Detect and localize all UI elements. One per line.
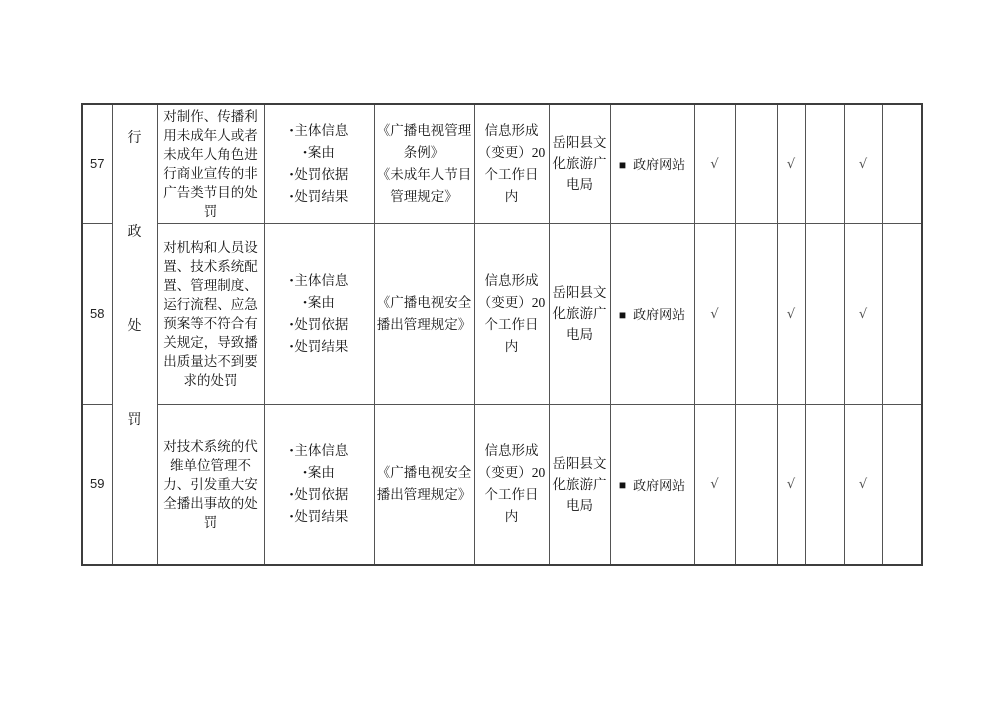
check-cell [777, 404, 805, 565]
public-item [265, 270, 374, 292]
check-cell [844, 223, 882, 404]
bullet-icon: • [289, 274, 294, 287]
category-vertical-label [113, 105, 157, 429]
time-limit-line: （变更）20 [477, 144, 546, 160]
check-cell [694, 404, 735, 565]
category-cell [112, 104, 157, 565]
agency-cell [549, 104, 610, 223]
category-char: 政 [127, 225, 142, 240]
checkmark: √ [710, 156, 719, 172]
check-cell [735, 104, 777, 223]
legal-basis: 《广播电视管理条例》 [376, 122, 472, 160]
time-limit-line: （变更）20 [477, 294, 546, 310]
public-items-cell [264, 104, 374, 223]
public-item-label: 处罚依据 [294, 316, 349, 332]
time-limit-line: 个工作日 [484, 166, 539, 182]
bullet-icon: • [289, 445, 294, 458]
channel-cell [610, 404, 694, 565]
legal-basis: 《广播电视安全播出管理规定》 [376, 294, 472, 332]
matter-text: 对制作、传播利用未成年人或者未成年人角色进行商业宣传的非广告类节目的处罚 [163, 108, 258, 219]
public-item-label: 处罚依据 [294, 487, 349, 503]
public-item [265, 336, 374, 358]
time-limit-line: （变更）20 [477, 465, 546, 481]
agency-line: 电局 [566, 327, 593, 342]
agency-line: 岳阳县文 [552, 455, 607, 471]
time-limit-line: 个工作日 [484, 487, 539, 503]
agency-line: 化旅游广 [552, 476, 607, 492]
bullet-icon: • [289, 168, 294, 181]
table-row [82, 404, 922, 565]
time-limit-line: 内 [504, 338, 519, 354]
table-row [82, 104, 922, 223]
public-items-cell [264, 223, 374, 404]
filled-square-icon: ■ [618, 307, 627, 322]
public-item [265, 186, 374, 208]
table-row [82, 223, 922, 404]
checkmark: √ [786, 156, 796, 172]
public-item [265, 314, 374, 336]
channel-label: 政府网站 [633, 307, 686, 322]
agency-line: 岳阳县文 [552, 135, 607, 151]
checkmark: √ [710, 477, 719, 493]
bullet-icon: • [289, 489, 294, 502]
row-number-cell [82, 404, 112, 565]
agency-line: 电局 [566, 177, 593, 193]
check-cell [805, 104, 844, 223]
time-limit-line: 信息形成 [484, 272, 539, 288]
check-cell [735, 223, 777, 404]
checkmark: √ [858, 306, 868, 322]
channel-cell [610, 104, 694, 223]
public-item-label: 主体信息 [294, 443, 349, 459]
channel-label: 政府网站 [633, 477, 686, 493]
matter-cell [157, 104, 264, 223]
check-cell [844, 104, 882, 223]
check-cell [777, 104, 805, 223]
filled-square-icon: ■ [618, 157, 627, 172]
checkmark: √ [710, 306, 719, 322]
public-item [265, 506, 374, 528]
filled-square-icon: ■ [618, 478, 627, 493]
legal-basis-cell [374, 104, 474, 223]
time-limit-line: 内 [504, 509, 519, 525]
public-item [265, 164, 374, 186]
category-char: 行 [127, 131, 142, 146]
public-item-label: 主体信息 [294, 272, 349, 288]
legal-basis-cell [374, 223, 474, 404]
agency-line: 化旅游广 [552, 306, 607, 321]
agency-cell [549, 223, 610, 404]
time-limit-cell [474, 104, 549, 223]
check-cell [777, 223, 805, 404]
public-item-label: 案由 [307, 465, 335, 481]
check-cell [882, 404, 922, 565]
time-limit-cell [474, 404, 549, 565]
public-item-label: 处罚结果 [294, 509, 349, 525]
category-char: 罚 [127, 413, 142, 428]
public-item [265, 462, 374, 484]
time-limit-line: 信息形成 [484, 122, 539, 138]
check-cell [694, 223, 735, 404]
category-char: 处 [127, 319, 142, 334]
bullet-icon: • [289, 340, 294, 353]
legal-basis: 《广播电视安全播出管理规定》 [376, 465, 472, 503]
check-cell [882, 223, 922, 404]
bullet-icon: • [303, 146, 307, 159]
agency-cell [549, 404, 610, 565]
public-item-label: 主体信息 [294, 122, 349, 138]
check-cell [694, 104, 735, 223]
public-item [265, 292, 374, 314]
agency-line: 电局 [566, 497, 593, 513]
time-limit-cell [474, 223, 549, 404]
row-number: 57 [90, 155, 105, 171]
checkmark: √ [858, 156, 868, 172]
bullet-icon: • [289, 190, 294, 203]
legal-basis: 《未成年人节目管理规定》 [376, 166, 472, 204]
penalty-disclosure-table [81, 103, 923, 566]
channel-cell [610, 223, 694, 404]
check-cell [844, 404, 882, 565]
public-item [265, 440, 374, 462]
public-item-label: 处罚依据 [294, 166, 349, 182]
agency-line: 化旅游广 [552, 156, 607, 172]
check-cell [882, 104, 922, 223]
row-number: 58 [90, 305, 105, 321]
checkmark: √ [858, 477, 868, 493]
bullet-icon: • [303, 467, 307, 480]
public-item-label: 案由 [307, 294, 335, 310]
row-number: 59 [90, 476, 105, 492]
public-item-label: 处罚结果 [294, 188, 349, 204]
legal-basis-cell [374, 404, 474, 565]
public-item [265, 484, 374, 506]
matter-cell [157, 223, 264, 404]
time-limit-line: 信息形成 [484, 443, 539, 459]
check-cell [805, 404, 844, 565]
public-items-cell [264, 404, 374, 565]
time-limit-line: 个工作日 [484, 316, 539, 332]
matter-cell [157, 404, 264, 565]
check-cell [805, 223, 844, 404]
check-cell [735, 404, 777, 565]
matter-text: 对技术系统的代维单位管理不力、引发重大安全播出事故的处罚 [163, 438, 258, 530]
bullet-icon: • [289, 511, 294, 524]
agency-line: 岳阳县文 [552, 285, 607, 300]
public-item-label: 案由 [307, 144, 335, 160]
bullet-icon: • [303, 296, 307, 309]
channel-label: 政府网站 [633, 157, 686, 173]
time-limit-line: 内 [504, 188, 519, 204]
public-item-label: 处罚结果 [294, 338, 349, 354]
checkmark: √ [786, 477, 796, 493]
public-item [265, 120, 374, 142]
checkmark: √ [786, 306, 796, 322]
bullet-icon: • [289, 318, 294, 331]
bullet-icon: • [289, 124, 294, 137]
public-item [265, 142, 374, 164]
row-number-cell [82, 223, 112, 404]
matter-text: 对机构和人员设置、技术系统配置、管理制度、运行流程、应急预案等不符合有关规定，导致播出质量达不到要求的处罚 [163, 239, 258, 388]
row-number-cell [82, 104, 112, 223]
